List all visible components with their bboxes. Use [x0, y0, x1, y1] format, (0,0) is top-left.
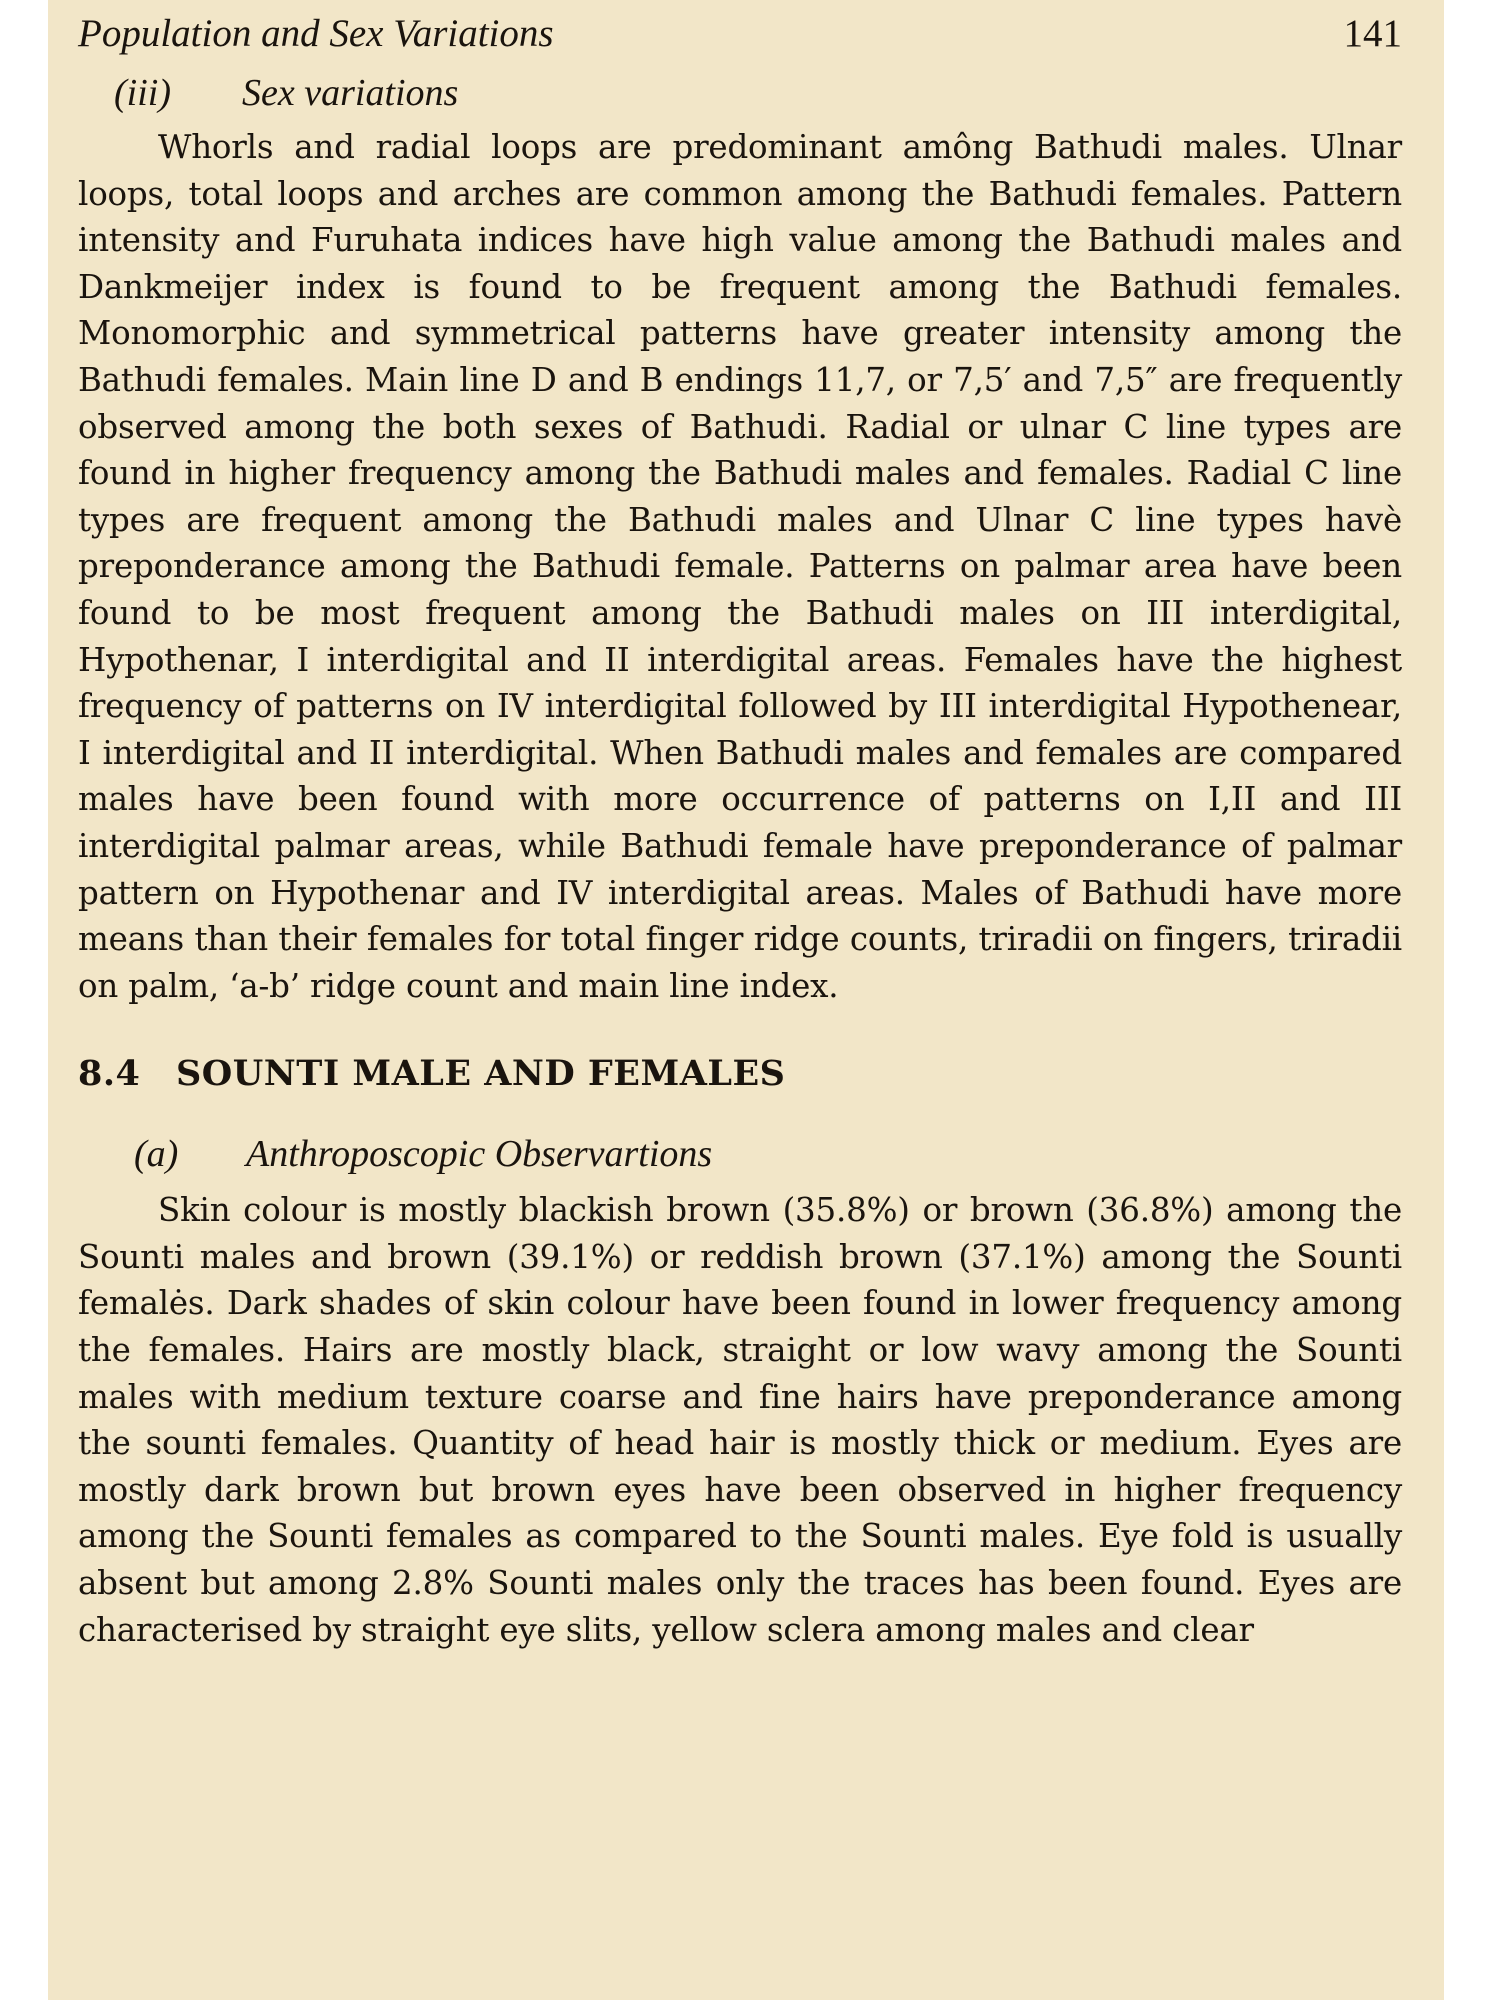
- subsection-heading: [114, 68, 1402, 118]
- page-number: 141: [1343, 12, 1402, 55]
- subsection-number: (iii): [114, 72, 171, 114]
- section-number: 8.4: [78, 1053, 141, 1095]
- chapter-title: Population and Sex Variations: [78, 12, 554, 55]
- paragraph-sex-variations: Whorls and radial loops are predominant amông Bathudi males. Ulnar loops, total loops and arches are common among the Bathudi females. Pattern intensity and Furuhata indices have high value among the Bathudi males and Dankmeijer index is found to be frequent among the Bathudi females. Monomorphic and symmetrical patterns have greater intensity among the Bathudi females. Main line D and B endings 11,7, or 7,5′ and 7,5″ are frequently observed among the both sexes of Bathudi. Radial or ulnar C line types are found in higher frequency among the Bathudi males and females. Radial C line types are frequent among the Bathudi males and Ulnar C line types havè preponderance among the Bathudi female. Patterns on palmar area have been found to be most frequent among the Bathudi males on III interdigital, Hypothenar, I interdigital and II interdigital areas. Females have the highest frequency of patterns on IV interdigital followed by III interdigital Hypothenear, I interdigital and II interdigital. When Bathudi males and females are compared males have been found with more occurrence of patterns on I,II and III interdigital palmar areas, while Bathudi female have preponderance of palmar pattern on Hypothenar and IV interdigital areas. Males of Bathudi have more means than their females for total finger ridge counts, triradii on fingers, triradii on palm, ‘a-b’ ridge count and main line index.: [78, 128, 1402, 1005]
- subsection-a-number: (a): [134, 1133, 179, 1176]
- section-heading: [78, 1049, 1402, 1099]
- running-header: [78, 10, 1402, 58]
- subsection-title: Sex variations: [242, 72, 459, 114]
- book-page: [48, 0, 1444, 2000]
- paragraph-anthroposcopic: Skin colour is mostly blackish brown (35.8%) or brown (36.8%) among the Sounti males and brown (39.1%) or reddish brown (37.1%) among the Sounti femalės. Dark shades of skin colour have been found in lower frequency among the females. Hairs are mostly black, straight or low wavy among the Sounti males with medium texture coarse and fine hairs have preponderance among the sounti females. Quantity of head hair is mostly thick or medium. Eyes are mostly dark brown but brown eyes have been observed in higher frequency among the Sounti females as compared to the Sounti males. Eye fold is usually absent but among 2.8% Sounti males only the traces has been found. Eyes are characterised by straight eye slits, yellow sclera among males and clear: [78, 1191, 1402, 1649]
- subsection-a-title: Anthroposcopic Observartions: [246, 1133, 713, 1176]
- subsection-heading-a: [134, 1129, 1402, 1179]
- section-title: SOUNTI MALE AND FEMALES: [176, 1053, 786, 1095]
